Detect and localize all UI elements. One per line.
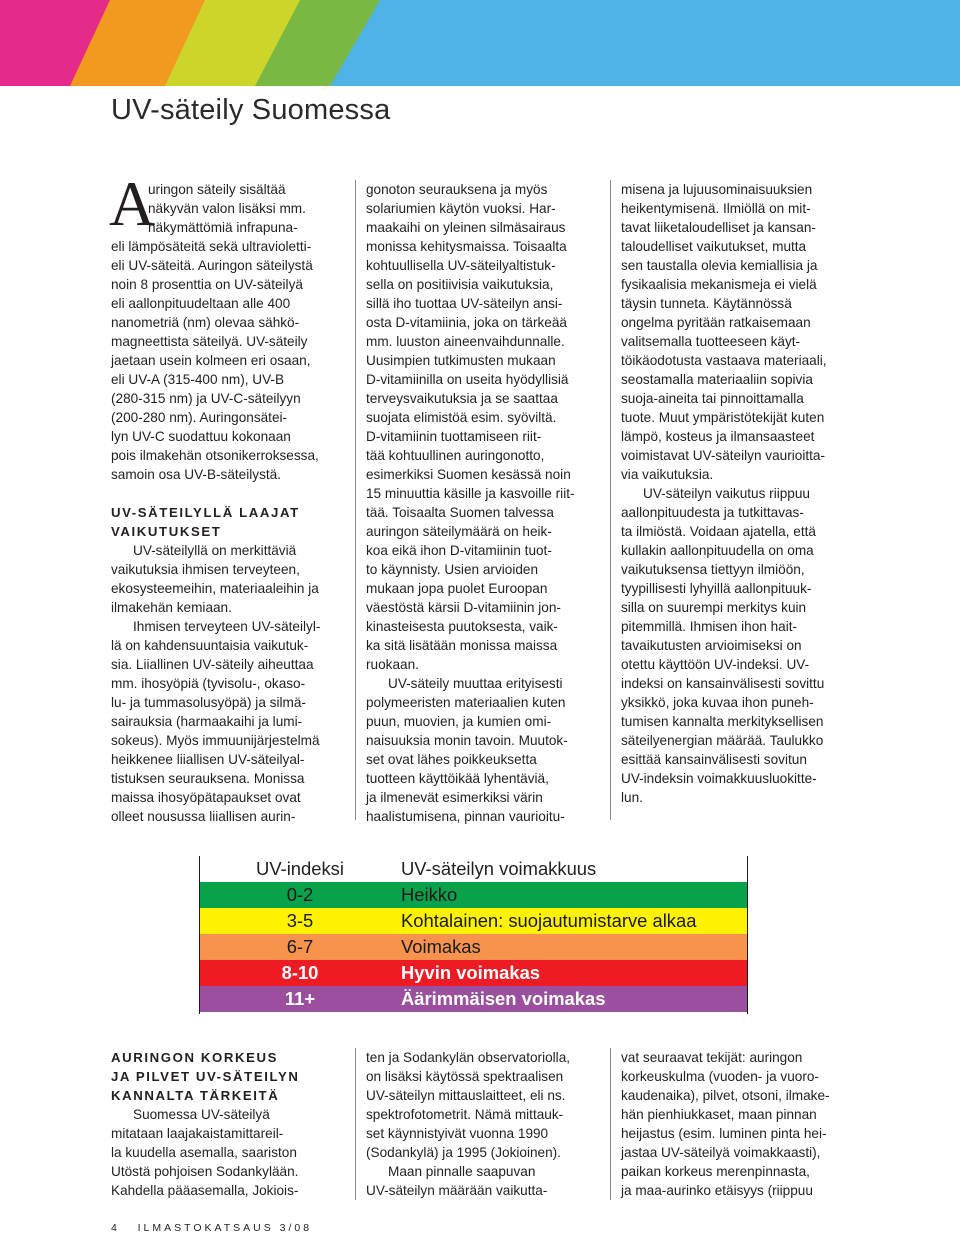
text-line: mukaan jopa puolet Euroopan (366, 581, 548, 596)
color-banner (0, 0, 960, 86)
text-line: Kahdella pääasemalla, Jokiois- (111, 1183, 299, 1198)
column-3 (621, 180, 861, 807)
text-line: tavat liiketaloudelliset ja kansan- (621, 220, 816, 235)
text-line: UV-säteilyn vaikutus riippuu (643, 486, 810, 501)
uv-index-value: 8-10 (281, 962, 319, 983)
uv-index-value: 6-7 (286, 936, 314, 957)
text-line: terveysvaikutuksia ja se saattaa (366, 391, 558, 406)
text-line: maissa ihosyöpätapaukset ovat (111, 790, 301, 805)
text-line: tyypillisesti lyhyillä aallonpituuk- (621, 581, 812, 596)
uv-index-table (199, 856, 748, 1014)
intro-line: noin 8 prosenttia on UV-säteilyä (111, 277, 303, 292)
text-line: auringon säteilymäärä on heik- (366, 524, 552, 539)
text-line: tää. Toisaalta Suomen talvessa (366, 505, 554, 520)
text-line: ongelma pyritään ratkaisemaan (621, 315, 811, 330)
text-line: esittää kansainvälisesti sovitun (621, 752, 807, 767)
text-line: ja maa-aurinko etäisyys (riippuu (621, 1183, 813, 1198)
text-line: kullakin aallonpituudella on oma (621, 543, 814, 558)
text-line: misena ja lujuusominaisuuksien (621, 182, 813, 197)
text-line: solariumien käytön vuoksi. Har- (366, 201, 556, 216)
section-heading-line: KANNALTA TÄRKEITÄ (111, 1088, 280, 1103)
intro-line: lyn UV-C suodattuu kokonaan (111, 429, 291, 444)
page-title: UV-säteily Suomessa (111, 94, 391, 126)
intro-line: näkyvän valon lisäksi mm. (148, 201, 306, 216)
page-footer: 4 ILMASTOKATSAUS 3/08 (111, 1222, 313, 1234)
uv-table-row (200, 986, 747, 1012)
text-line: koa eikä ihon D-vitamiinin tuot- (366, 543, 552, 558)
text-line: naisuuksia monin tavoin. Muutok- (366, 733, 568, 748)
text-line: valitsemalla tuotteeseen käyt- (621, 334, 801, 349)
text-line: aallonpituudesta ja tutkittavas- (621, 505, 804, 520)
text-line: suoja-aineita tai pinnoittamalla (621, 391, 804, 406)
intro-text (111, 237, 351, 484)
section-heading-line: AURINGON KORKEUS (111, 1050, 279, 1065)
text-line: lämpö, kosteus ja ilmansaasteet (621, 429, 815, 444)
bottom-column-2 (366, 1048, 611, 1200)
text-line: tuotteen käyttöikää lyhentäviä, (366, 771, 549, 786)
text-line: on lisäksi käytössä spektraalisen (366, 1069, 564, 1084)
text-line: lu- ja tummasolusyöpä) ja silmä- (111, 695, 306, 710)
text-line: ka sitä lisätään monissa maissa (366, 638, 558, 653)
text-line: lun. (621, 790, 643, 805)
section-heading-line: VAIKUTUKSET (111, 524, 222, 539)
text-line: sillä iho tuottaa UV-säteilyn ansi- (366, 296, 563, 311)
text-line: suojata elimistöä esim. syöviltä. (366, 410, 557, 425)
bottom-col2-text (366, 1048, 611, 1162)
uv-index-value: 11+ (284, 988, 316, 1009)
text-line: silla on suurempi merkitys kuin (621, 600, 807, 615)
intro-line: eli aallonpituudeltaan alle 400 (111, 296, 291, 311)
intro-line: (200-280 nm). Auringonsätei- (111, 410, 288, 425)
text-line: fysikaalisia mekanismeja ei vielä (621, 277, 817, 292)
text-line: UV-säteilyllä on merkittäviä (133, 543, 297, 558)
intro-line: uringon säteily sisältää (148, 182, 286, 197)
text-line: puun, muovien, ja kumien omi- (366, 714, 552, 729)
text-line: ja ilmenevät esimerkiksi värin (366, 790, 543, 805)
text-line: ten ja Sodankylän observatoriolla, (366, 1050, 571, 1065)
text-line: sen taustalla olevia kemiallisia ja (621, 258, 818, 273)
text-line: voimistavat UV-säteilyn vaurioitta- (621, 448, 825, 463)
uv-header-index: UV-indeksi (256, 858, 344, 879)
uv-strength-label: Voimakas (401, 936, 481, 957)
text-line: sella on positiivisia vaikutuksia, (366, 277, 554, 292)
section-heading-line: JA PILVET UV-SÄTEILYN (111, 1069, 300, 1084)
intro-line: samoin osa UV-B-säteilystä. (111, 467, 281, 482)
uv-strength-label: Kohtalainen: suojautumistarve alkaa (401, 910, 697, 931)
intro-line: nanometriä (nm) olevaa sähkö- (111, 315, 300, 330)
uv-strength-label: Hyvin voimakas (401, 962, 541, 983)
text-line: tuote. Muut ympäristötekijät kuten (621, 410, 825, 425)
text-line: 15 minuuttia käsille ja kasvoille riit- (366, 486, 575, 501)
text-line: UV-säteilyn mittauslaitteet, eli ns. (366, 1088, 566, 1103)
text-line: la kuudella asemalla, saariston (111, 1145, 297, 1160)
text-line: heikkenee liiallisen UV-säteilyal- (111, 752, 305, 767)
text-line: UV-säteily muuttaa erityisesti (388, 676, 563, 691)
uv-index-value: 3-5 (286, 910, 314, 931)
intro-line: (280-315 nm) ja UV-C-säteilyyn (111, 391, 301, 406)
text-line: sokeus). Myös immuunijärjestelmä (111, 733, 320, 748)
text-line: sia. Liiallinen UV-säteily aiheuttaa (111, 657, 314, 672)
text-line: set käynnistyivät vuonna 1990 (366, 1126, 549, 1141)
text-line: otettu käyttöön UV-indeksi. UV- (621, 657, 810, 672)
text-line: ta ilmiöstä. Voidaan ajatella, että (621, 524, 816, 539)
text-line: via vaikutuksia. (621, 467, 714, 482)
text-line: täysin tunneta. Käytännössä (621, 296, 792, 311)
text-line: heikentymisenä. Ilmiöllä on mit- (621, 201, 811, 216)
text-line: mm. luuston aineenvaihdunnalle. (366, 334, 565, 349)
text-line: heijastus (esim. luminen pinta hei- (621, 1126, 827, 1141)
text-line: haalistumisena, pinnan vaurioitu- (366, 809, 565, 824)
text-line: kinasteisesta puutoksesta, vaik- (366, 619, 558, 634)
text-line: (Sodankylä) ja 1995 (Jokioinen). (366, 1145, 561, 1160)
uv-table-row (200, 934, 747, 960)
section1-text (111, 541, 351, 826)
text-line: mm. ihosyöpiä (tyvisolu-, okaso- (111, 676, 306, 691)
intro-line: näkymättömiä infrapuna- (148, 220, 298, 235)
uv-strength-label: Heikko (401, 884, 458, 905)
column-1 (111, 180, 351, 826)
text-line: hän pienhiukkaset, maan pinnan (621, 1107, 817, 1122)
text-line: ekosysteemeihin, materiaaleihin ja (111, 581, 319, 596)
bottom-divider-1 (355, 1048, 356, 1200)
section2-heading (111, 1048, 351, 1105)
text-line: to käynnisty. Usien arvioiden (366, 562, 539, 577)
section1-heading (111, 503, 351, 541)
section-heading-line: UV-SÄTEILYLLÄ LAAJAT (111, 505, 300, 520)
text-line: Uusimpien tutkimusten mukaan (366, 353, 556, 368)
text-line: yksikkö, joka kuvaa ihon puneh- (621, 695, 814, 710)
intro-line: eli lämpösäteitä sekä ultravioletti- (111, 239, 312, 254)
text-line: maakaihi on yleinen silmäsairaus (366, 220, 566, 235)
uv-header-strength: UV-säteilyn voimakkuus (401, 858, 597, 879)
text-line: kohtuullisella UV-säteilyaltistuk- (366, 258, 556, 273)
text-line: indeksi on kansainvälisesti sovittu (621, 676, 825, 691)
intro-line: jaetaan usein kolmeen eri osaan, (111, 353, 311, 368)
text-line: vaikutuksia ihmisen terveyteen, (111, 562, 300, 577)
uv-index-value: 0-2 (286, 884, 314, 905)
text-line: D-vitamiinilla on useita hyödyllisiä (366, 372, 569, 387)
text-line: esimerkiksi Suomen kesässä noin (366, 467, 571, 482)
text-line: lä on kahdensuuntaisia vaikutuk- (111, 638, 309, 653)
text-line: taloudelliset vaikutukset, mutta (621, 239, 807, 254)
text-line: Maan pinnalle saapuvan (388, 1164, 536, 1179)
column3-text (621, 180, 861, 484)
intro-line: eli UV-säteitä. Auringon säteilystä (111, 258, 313, 273)
text-line: osta D-vitamiinia, joka on tärkeää (366, 315, 567, 330)
column2-text (366, 180, 611, 674)
uv-strength-label: Äärimmäisen voimakas (401, 988, 606, 1009)
text-line: monissa kehitysmaissa. Toisaalta (366, 239, 567, 254)
text-line: väestöstä kärsii D-vitamiinin jon- (366, 600, 561, 615)
text-line: ruokaan. (366, 657, 419, 672)
column3-text-b (621, 484, 861, 807)
uv-table-header (200, 856, 747, 882)
text-line: sairauksia (harmaakaihi ja lumi- (111, 714, 303, 729)
text-line: Utöstä pohjoisen Sodankylään. (111, 1164, 299, 1179)
text-line: Suomessa UV-säteilyä (133, 1107, 270, 1122)
text-line: tistuksen seurauksena. Monissa (111, 771, 305, 786)
text-line: olleet nousussa liiallisen aurin- (111, 809, 296, 824)
text-line: kaudenaika), pilvet, otsoni, ilmake- (621, 1088, 830, 1103)
text-line: seostamalla materiaaliin sopivia (621, 372, 813, 387)
text-line: vat seuraavat tekijät: auringon (621, 1050, 803, 1065)
column-2 (366, 180, 611, 826)
text-line: UV-indeksin voimakkuusluokitte- (621, 771, 817, 786)
text-line: UV-säteilyn määrään vaikutta- (366, 1183, 548, 1198)
text-line: tumisen kannalta merkityksellisen (621, 714, 824, 729)
column2-text-b (366, 674, 611, 826)
text-line: ilmakehän kemiaan. (111, 600, 232, 615)
text-line: säteilyenergian määrää. Taulukko (621, 733, 824, 748)
text-line: gonoton seurauksena ja myös (366, 182, 548, 197)
text-line: spektrofotometrit. Nämä mittauk- (366, 1107, 564, 1122)
drop-cap: A (109, 168, 156, 239)
intro-line: magneettista säteilyä. UV-säteily (111, 334, 308, 349)
uv-table-row (200, 960, 747, 986)
text-line: korkeuskulma (vuoden- ja vuoro- (621, 1069, 819, 1084)
text-line: töikäodotusta vastaava materiaali, (621, 353, 827, 368)
uv-table-row (200, 882, 747, 908)
text-line: D-vitamiinin tuottamiseen riit- (366, 429, 542, 444)
text-line: jastaa UV-säteilyä voimakkaasti), (621, 1145, 821, 1160)
column-divider-1 (355, 180, 356, 820)
bottom-col2-text-b (366, 1162, 611, 1200)
text-line: vaikutuksensa tiettyyn ilmiöön, (621, 562, 805, 577)
text-line: set ovat lähes poikkeuksetta (366, 752, 537, 767)
text-line: tavaikutusten arvioimiseksi on (621, 638, 802, 653)
intro-hanging (111, 180, 351, 237)
bottom-column-3 (621, 1048, 861, 1200)
text-line: Ihmisen terveyteen UV-säteilyl- (133, 619, 321, 634)
intro-line: pois ilmakehän otsonikerroksessa, (111, 448, 319, 463)
intro-line: eli UV-A (315-400 nm), UV-B (111, 372, 285, 387)
column-divider-2 (610, 180, 611, 820)
text-line: tää kohtuullinen auringonotto, (366, 448, 545, 463)
text-line: pitemmillä. Ihmisen ihon hait- (621, 619, 798, 634)
section2-text (111, 1105, 351, 1200)
bottom-divider-2 (610, 1048, 611, 1200)
text-line: polymeeristen materiaalien kuten (366, 695, 566, 710)
bottom-column-1 (111, 1048, 351, 1200)
uv-table-row (200, 908, 747, 934)
bottom-col3-text (621, 1048, 861, 1200)
text-line: mitataan laajakaistamittareil- (111, 1126, 284, 1141)
text-line: paikan korkeus merenpinnasta, (621, 1164, 810, 1179)
